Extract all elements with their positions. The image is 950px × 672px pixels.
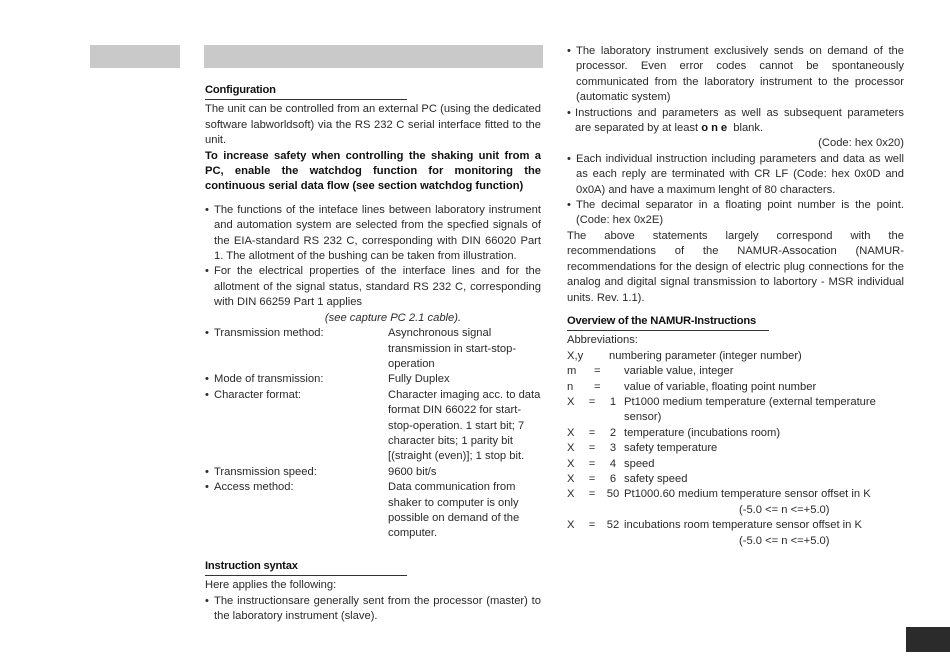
abbreviation-row: X = 52 incubations room temperature sensor offset in K — [567, 519, 862, 532]
abbreviation-row: X = 2 temperature (incubations room) — [567, 426, 781, 439]
list-item: • For the electrical properties of the interface lines and for the allotment of the signal status, standard RS 232 C, corresponding with DIN 66259 Part 1 applies — [205, 265, 541, 309]
header-grey-tab — [90, 45, 180, 68]
code-note: (Code: hex 0x20) — [818, 137, 904, 150]
list-item: • The instructionsare generally sent from the processor (master) to the laboratory instrument (slave). — [205, 594, 541, 622]
abbreviation-row: X = 3 safety temperature — [567, 442, 718, 455]
list-item: • The decimal separator in a floating point number is the point. (Code: hex 0x2E) — [567, 199, 904, 227]
list-item: • Instructions and parameters as well as subsequent parameters are separated by at least one blank. — [567, 106, 904, 135]
configuration-paragraph: The unit can be controlled from an external PC (using the dedicated software labworldsoft) via the RS 232 C serial interface fitted to the unit. — [205, 103, 541, 147]
abbreviation-row: X = 6 safety speed — [567, 472, 688, 485]
abbreviation-row: (-5.0 <= n <=+5.0) — [739, 534, 830, 547]
list-item: • The functions of the inteface lines between laboratory instrument and automation system are selected from the specfied signals of the EIA-standard RS 232 C, corresponding with DIN 66020 Part 1. The allotment of the bushing can be taken from illustration. — [205, 203, 541, 263]
abbreviation-row: X = 1 Pt1000 medium temperature (external temperature sensor) — [567, 395, 876, 424]
cable-note: (see capture PC 2.1 cable). — [324, 311, 462, 324]
spec-row: • Transmission method: Asynchronous signal transmission in start-stop-operation — [205, 327, 517, 370]
abbreviation-row: n = value of variable, floating point number — [567, 380, 817, 393]
left-column — [205, 83, 541, 624]
abbreviation-row: X = 50 Pt1000.60 medium temperature sensor offset in K — [567, 488, 871, 501]
emphasis-one: one — [701, 122, 731, 135]
syntax-paragraph: Here applies the following: — [205, 579, 337, 592]
header-grey-bar — [204, 45, 543, 68]
list-item: • The laboratory instrument exclusively sends on demand of the processor. Even error codes cannot be spontaneously communicated from the laboratory instrument to the processor (automatic system) — [567, 45, 904, 104]
abbreviation-row: (-5.0 <= n <=+5.0) — [739, 503, 830, 516]
instruction-syntax-heading: Instruction syntax — [205, 559, 407, 576]
abbreviation-row: m = variable value, integer — [567, 365, 734, 378]
configuration-heading: Configuration — [205, 83, 407, 100]
spec-row: • Character format: Character imaging acc. to data format DIN 66022 for start-stop-operation. 1 start bit; 7 character bits; 1 parity bit [(straight (even)]; 1 stop bit. — [205, 388, 541, 463]
spec-row: • Transmission speed: 9600 bit/s — [205, 465, 437, 478]
abbreviation-row: X = 4 speed — [567, 457, 655, 470]
spec-row: • Access method: Data communication from shaker to computer is only possible on demand of the computer. — [205, 481, 520, 540]
right-column — [567, 44, 904, 549]
safety-paragraph: To increase safety when controlling the shaking unit from a PC, enable the watchdog function for monitoring the continuous serial data flow (see section watchdog function) — [205, 149, 541, 193]
namur-paragraph: The above statements largely correspond with the recommendations of the NAMUR-Assocation (NAMUR-recommendations for the design of electric plug connections for the analog and digital signal transmission to labortory - MSR individual units. Rev. 1.1). — [567, 229, 904, 304]
abbreviation-row: X,y numbering parameter (integer number) — [567, 349, 802, 362]
list-item: • Each individual instruction including parameters and data as well as each reply are terminated with CR LF (Code: hex 0x0D and 0x0A) and have a maximum lenght of 80 characters. — [567, 152, 904, 196]
abbreviations-title: Abbreviations: — [567, 334, 638, 347]
page-edge-tab — [906, 627, 950, 652]
namur-overview-heading: Overview of the NAMUR-Instructions — [567, 314, 769, 331]
spec-row: • Mode of transmission: Fully Duplex — [205, 373, 450, 386]
